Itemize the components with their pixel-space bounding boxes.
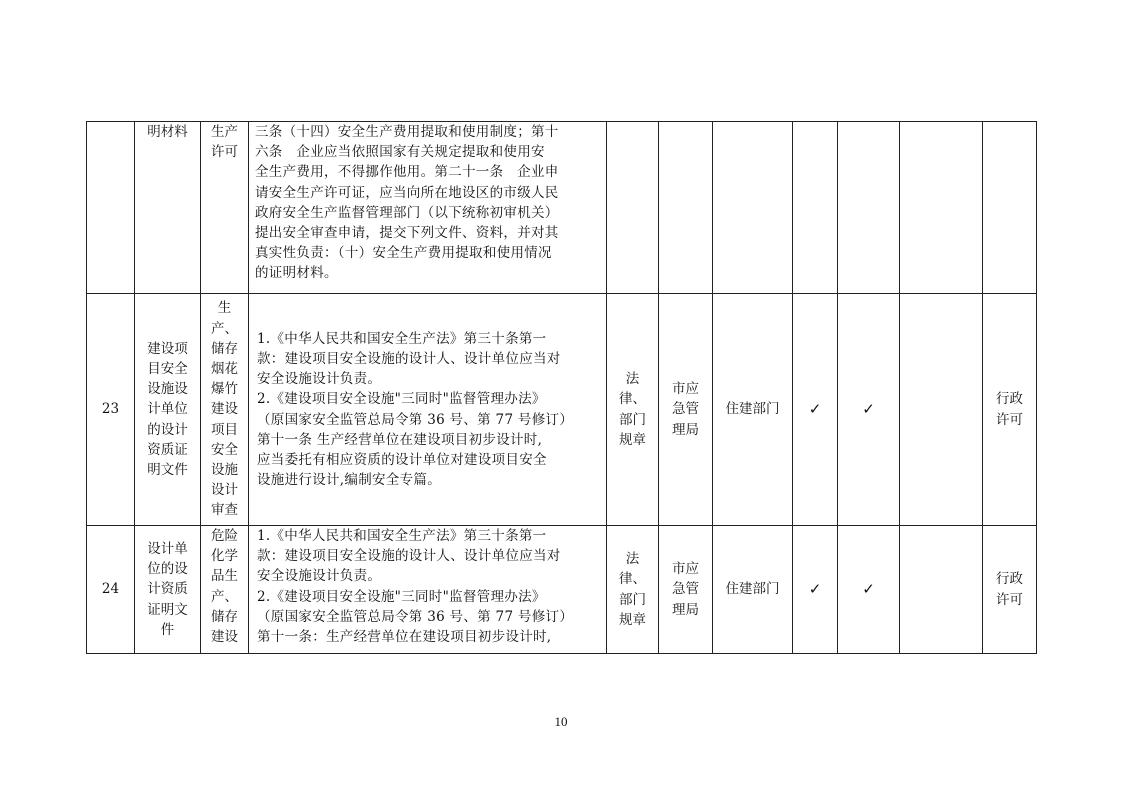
basis-level <box>607 122 659 294</box>
item-scope: 生产 许可 <box>201 122 249 294</box>
matter-type: 行政 许可 <box>983 526 1037 654</box>
check-mark-2 <box>838 122 900 294</box>
check-mark-1 <box>793 122 838 294</box>
table-row <box>87 526 1037 654</box>
related-dept <box>713 122 793 294</box>
check-mark-1: ✓ <box>793 526 838 654</box>
document-table <box>86 121 1037 654</box>
item-scope: 生 产、 储存 烟花 爆竹 建设 项目 安全 设施 设计 审查 <box>201 294 249 526</box>
legal-basis: 1.《中华人民共和国安全生产法》第三十条第一 款：建设项目安全设施的设计人、设计单位应当对 安全设施设计负责。 2.《建设项目安全设施"三同时"监督管理办法》 （原国家安全监管总局令第 36 号、第 77 号修订） 第十一条 生产经营单位在建设项目初步设计时, 应当委托有相应资质的设计单位对建设项目安全 设施进行设计,编制安全专篇。 <box>249 294 607 526</box>
basis-level: 法 律、 部门 规章 <box>607 294 659 526</box>
page-number: 10 <box>554 714 568 729</box>
check-mark-2: ✓ <box>838 294 900 526</box>
matter-type <box>983 122 1037 294</box>
blank-cell <box>900 526 983 654</box>
blank-cell <box>900 122 983 294</box>
matter-type: 行政 许可 <box>983 294 1037 526</box>
row-number <box>87 122 135 294</box>
blank-cell <box>900 294 983 526</box>
check-mark-2: ✓ <box>838 526 900 654</box>
table-row <box>87 294 1037 526</box>
responsible-dept <box>659 122 713 294</box>
responsible-dept: 市应 急管 理局 <box>659 294 713 526</box>
document-name: 设计单 位的设 计资质 证明文 件 <box>135 526 201 654</box>
related-dept: 住建部门 <box>713 294 793 526</box>
item-scope: 危险 化学 品生 产、 储存 建设 <box>201 526 249 654</box>
document-name: 明材料 <box>135 122 201 294</box>
legal-basis: 三条（十四）安全生产费用提取和使用制度；第十 六条 企业应当依照国家有关规定提取和使用安 全生产费用，不得挪作他用。第二十一条 企业申 请安全生产许可证，应当向所在地设区的市级人民 政府安全生产监督管理部门（以下统称初审机关） 提出安全审查申请，提交下列文件、资料，并对其 真实性负责：（十）安全生产费用提取和使用情况 的证明材料。 <box>249 122 607 294</box>
table-row <box>87 122 1037 294</box>
responsible-dept: 市应 急管 理局 <box>659 526 713 654</box>
basis-level: 法 律、 部门 规章 <box>607 526 659 654</box>
related-dept: 住建部门 <box>713 526 793 654</box>
legal-basis: 1.《中华人民共和国安全生产法》第三十条第一 款：建设项目安全设施的设计人、设计单位应当对 安全设施设计负责。 2.《建设项目安全设施"三同时"监督管理办法》 （原国家安全监管总局令第 36 号、第 77 号修订） 第十一条：生产经营单位在建设项目初步设计时, <box>249 526 607 654</box>
row-number: 23 <box>87 294 135 526</box>
check-mark-1: ✓ <box>793 294 838 526</box>
document-name: 建设项 目安全 设施设 计单位 的设计 资质证 明文件 <box>135 294 201 526</box>
row-number: 24 <box>87 526 135 654</box>
